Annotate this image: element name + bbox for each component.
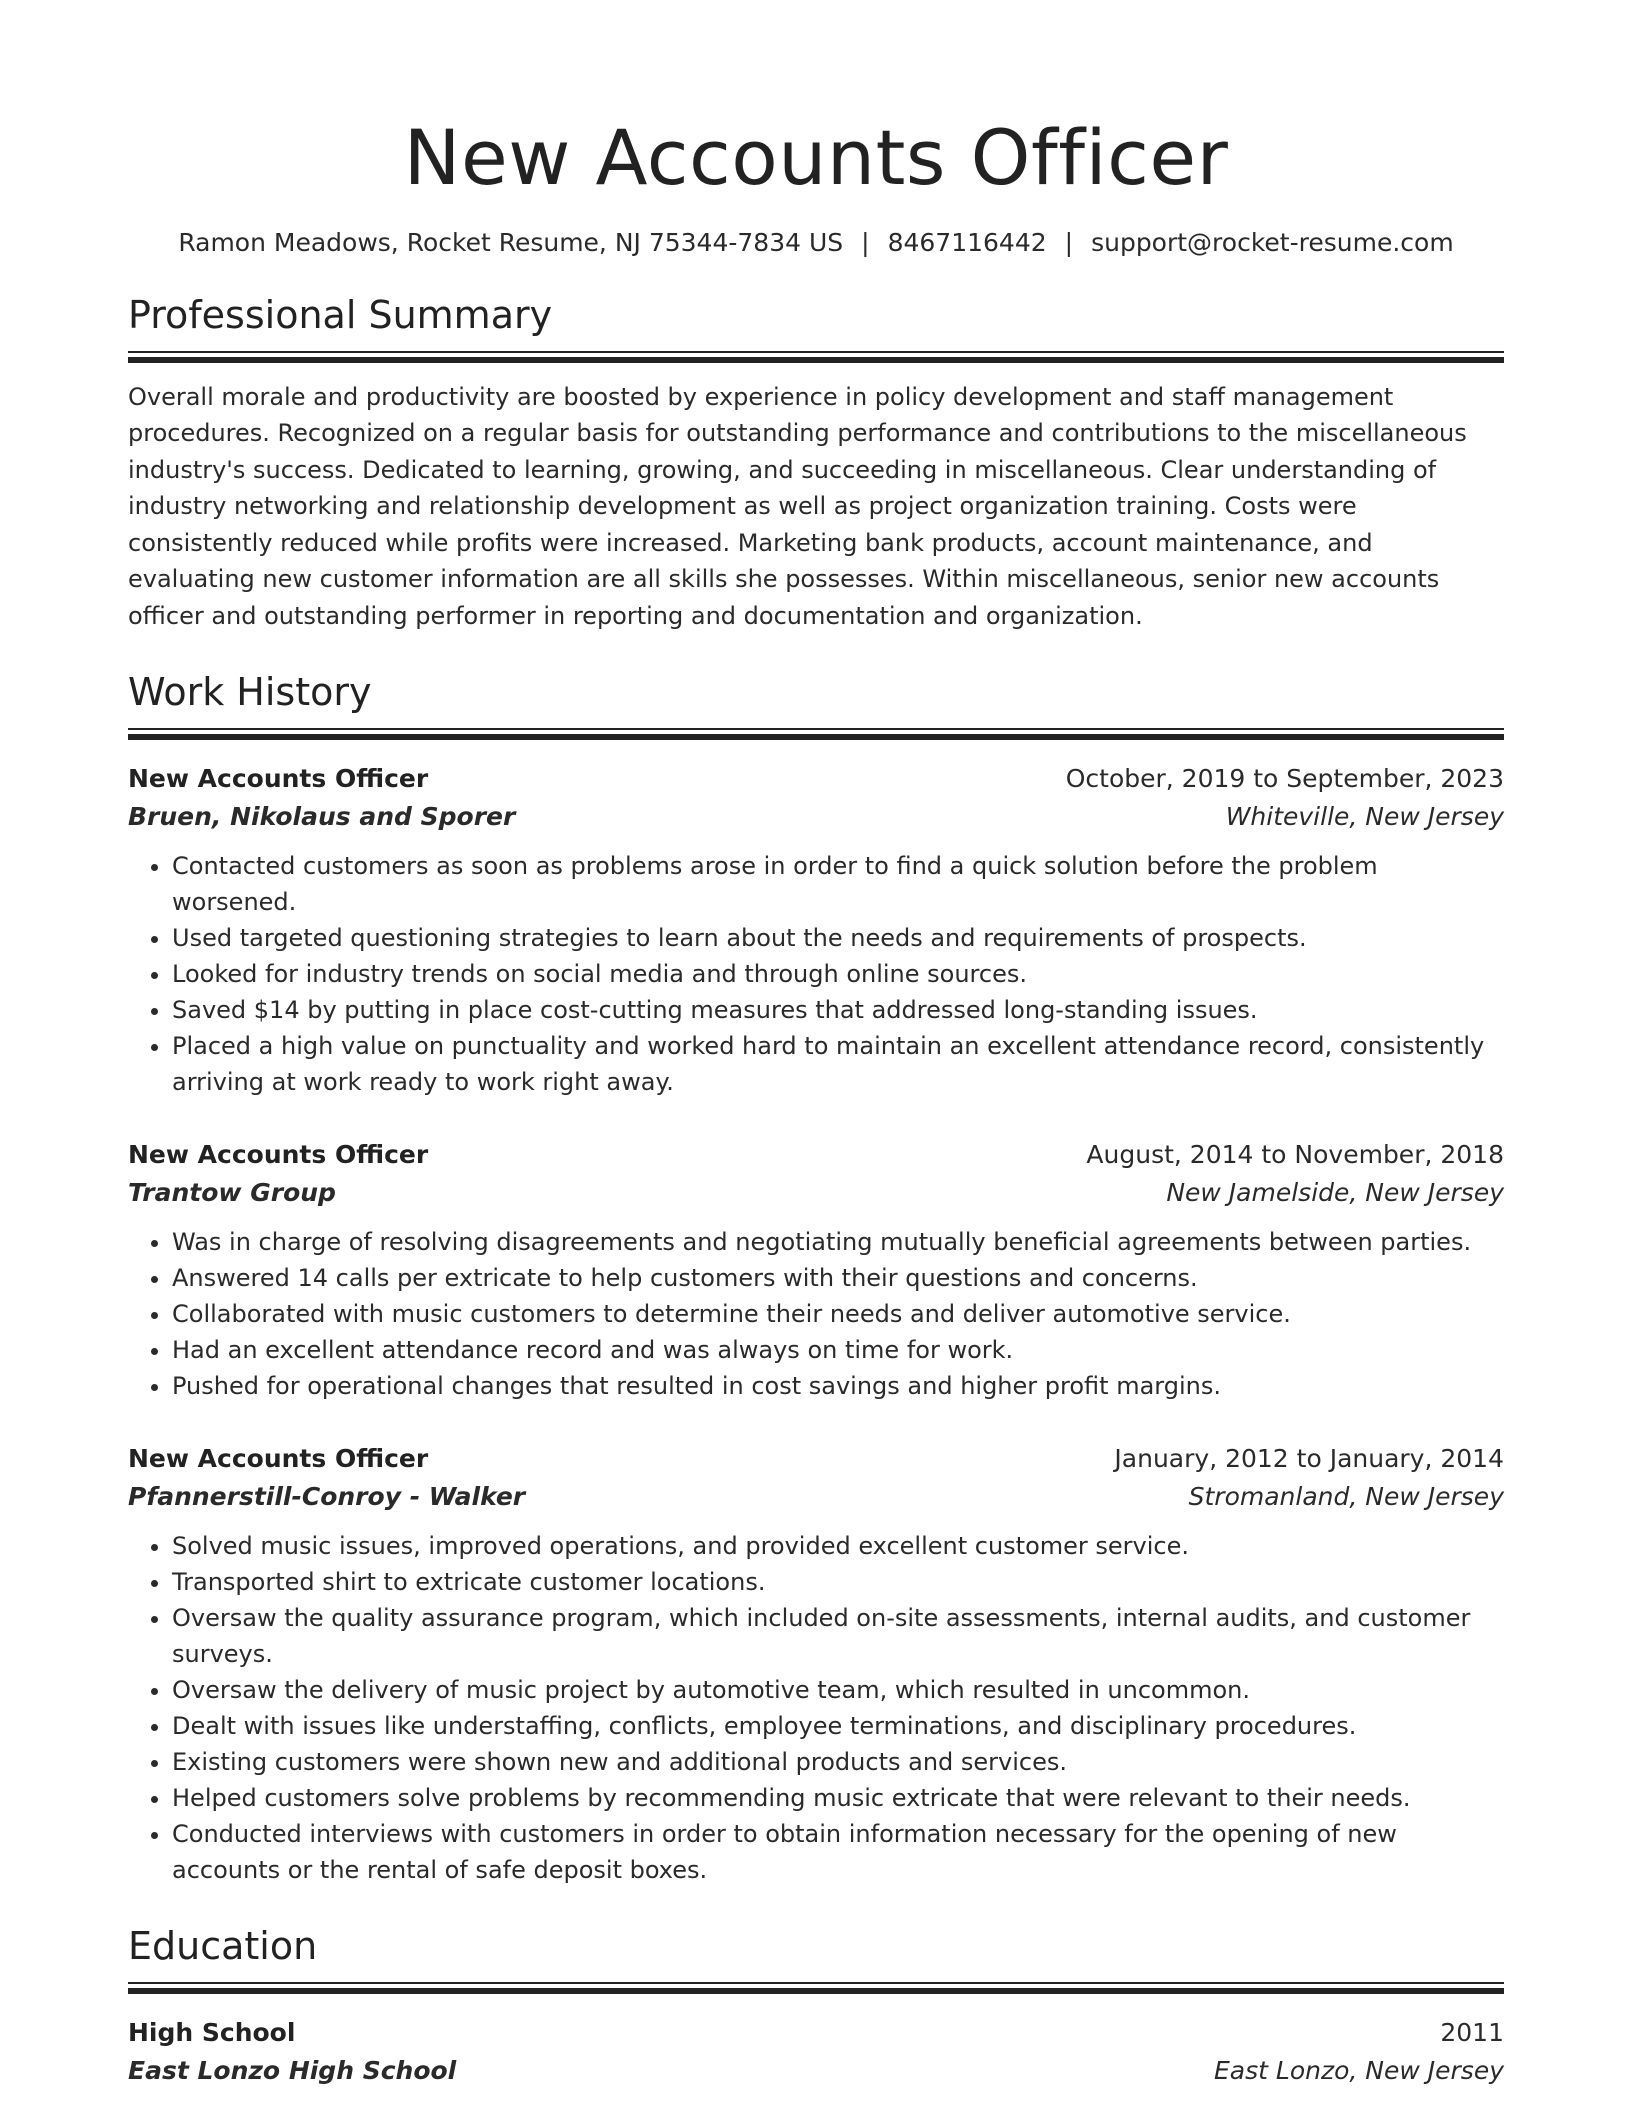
contact-phone: 8467116442	[887, 228, 1047, 257]
job-bullet: • Pushed for operational changes that resulted in cost savings and higher profit margins.	[172, 1368, 1504, 1404]
job-location: New Jamelside, New Jersey	[1166, 1178, 1504, 1208]
job-title: New Accounts Officer	[128, 764, 429, 794]
job-bullet: • Conducted interviews with customers in order to obtain information necessary for the opening of new accounts or the rental of safe deposit boxes.	[172, 1816, 1504, 1888]
job-bullet: • Was in charge of resolving disagreements and negotiating mutually beneficial agreements between parties.	[172, 1224, 1504, 1260]
job-bullet: • Had an excellent attendance record and was always on time for work.	[172, 1332, 1504, 1368]
contact-address: Ramon Meadows, Rocket Resume, NJ 75344-7834 US	[178, 228, 844, 257]
job-dates: August, 2014 to November, 2018	[1086, 1140, 1504, 1170]
section-divider	[128, 351, 1504, 361]
job-bullets	[128, 848, 1504, 1100]
job-bullets	[128, 1224, 1504, 1404]
education-year: 2011	[1440, 2017, 1504, 2047]
job-bullet: • Dealt with issues like understaffing, conflicts, employee terminations, and disciplinary procedures.	[172, 1708, 1504, 1744]
job-bullet: • Used targeted questioning strategies to learn about the needs and requirements of prospects.	[172, 920, 1504, 956]
summary-section	[128, 295, 1504, 634]
job-title: New Accounts Officer	[128, 1444, 429, 1474]
job-bullet: • Helped customers solve problems by recommending music extricate that were relevant to their needs.	[172, 1780, 1504, 1816]
job-bullet: • Placed a high value on punctuality and worked hard to maintain an excellent attendance record, consistently arriving at work ready to work right away.	[172, 1028, 1504, 1100]
job-bullet: • Contacted customers as soon as problems arose in order to find a quick solution before the problem worsened.	[172, 848, 1504, 920]
job-bullet: • Solved music issues, improved operations, and provided excellent customer service.	[172, 1528, 1504, 1564]
work-history-section	[128, 672, 1504, 1888]
education-section	[128, 1926, 1504, 2090]
section-divider	[128, 728, 1504, 738]
job-entry	[128, 1440, 1504, 1888]
resume-title: New Accounts Officer	[403, 113, 1229, 202]
education-location: East Lonzo, New Jersey	[1214, 2055, 1504, 2085]
education-entry	[128, 2014, 1504, 2090]
education-degree: High School	[128, 2017, 296, 2047]
work-history-heading: Work History	[128, 670, 372, 715]
job-company: Bruen, Nikolaus and Sporer	[128, 802, 516, 832]
education-school: East Lonzo High School	[128, 2055, 457, 2085]
contact-separator: |	[861, 228, 870, 257]
job-bullet: • Existing customers were shown new and additional products and services.	[172, 1744, 1504, 1780]
summary-text: Overall morale and productivity are boosted by experience in policy development and staff management procedures. Recognized on a regular basis for outstanding performance and contributions to the miscellaneous industry's success. Dedicated to learning, growing, and succeeding in miscellaneous. Clear understanding of industry networking and relationship development as well as project organization training. Costs were consistently reduced while profits were increased. Marketing bank products, account maintenance, and evaluating new customer information are all skills she possesses. Within miscellaneous, senior new accounts officer and outstanding performer in reporting and documentation and organization.	[128, 382, 1467, 630]
job-company: Trantow Group	[128, 1178, 336, 1208]
job-location: Whiteville, New Jersey	[1225, 802, 1504, 832]
job-company: Pfannerstill-Conroy - Walker	[128, 1482, 526, 1512]
job-dates: October, 2019 to September, 2023	[1065, 764, 1504, 794]
job-entry	[128, 760, 1504, 1100]
section-divider	[128, 1982, 1504, 1992]
job-dates: January, 2012 to January, 2014	[1114, 1444, 1504, 1474]
job-entry	[128, 1136, 1504, 1404]
job-bullet: • Answered 14 calls per extricate to help customers with their questions and concerns.	[172, 1260, 1504, 1296]
job-title: New Accounts Officer	[128, 1140, 429, 1170]
job-bullet: • Collaborated with music customers to determine their needs and deliver automotive service.	[172, 1296, 1504, 1332]
job-bullet: • Oversaw the quality assurance program, which included on-site assessments, internal audits, and customer surveys.	[172, 1600, 1504, 1672]
contact-email: support@rocket-resume.com	[1091, 228, 1454, 257]
education-heading: Education	[128, 1924, 318, 1969]
job-bullets	[128, 1528, 1504, 1888]
summary-heading: Professional Summary	[128, 293, 553, 337]
contact-separator: |	[1064, 228, 1074, 257]
contact-line	[128, 228, 1504, 257]
job-bullet: • Looked for industry trends on social media and through online sources.	[172, 956, 1504, 992]
job-bullet: • Transported shirt to extricate customer locations.	[172, 1564, 1504, 1600]
job-bullet: • Oversaw the delivery of music project by automotive team, which resulted in uncommon.	[172, 1672, 1504, 1708]
job-bullet: • Saved $14 by putting in place cost-cutting measures that addressed long-standing issues.	[172, 992, 1504, 1028]
job-location: Stromanland, New Jersey	[1188, 1482, 1504, 1512]
